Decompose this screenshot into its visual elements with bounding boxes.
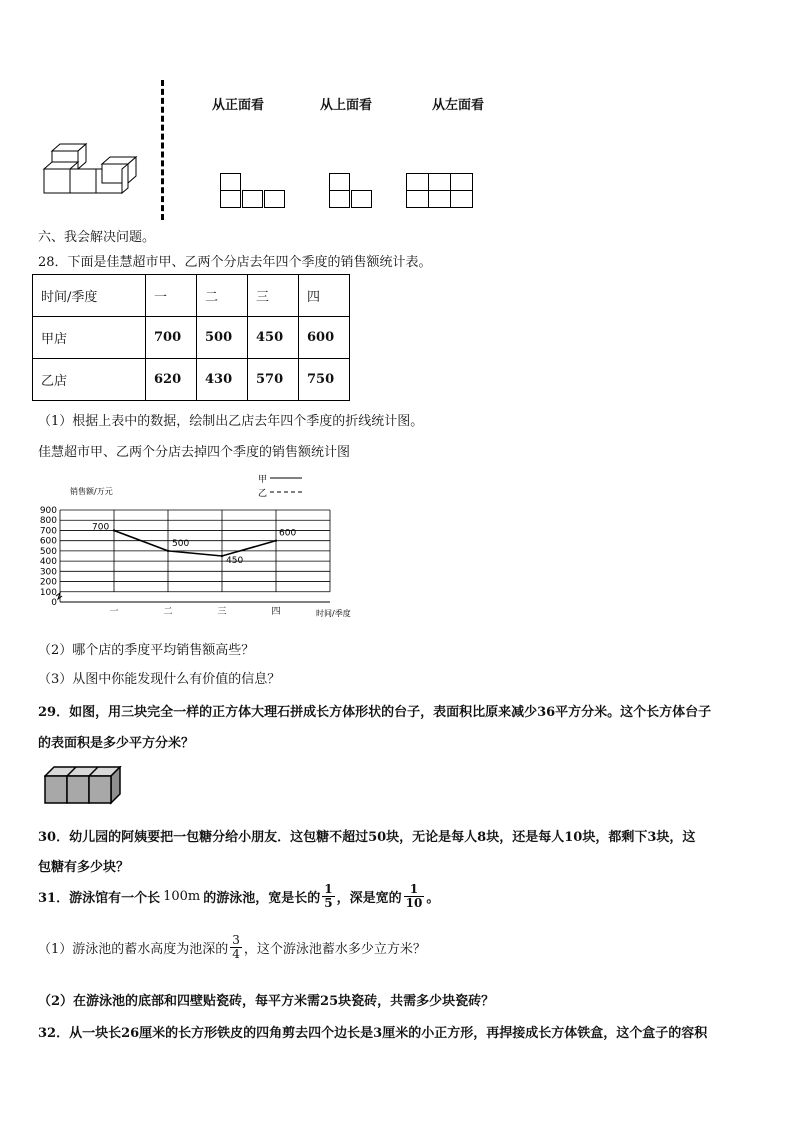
y-axis-label: 销售额/万元 bbox=[70, 487, 113, 496]
q31-length: 100m bbox=[163, 889, 201, 904]
x-tick-label: 三 bbox=[217, 607, 227, 617]
y-tick-label: 700 bbox=[39, 526, 57, 537]
x-tick-label: 四 bbox=[271, 607, 281, 617]
chart-title: 佳慧超市甲、乙两个分店去掉四个季度的销售额统计图 bbox=[38, 445, 351, 460]
table-cell: 450 bbox=[248, 317, 299, 359]
table-header-cell: 三 bbox=[248, 275, 299, 317]
fraction-numerator: 1 bbox=[404, 883, 425, 897]
table-header-cell: 二 bbox=[197, 275, 248, 317]
fraction-numerator: 3 bbox=[232, 933, 240, 947]
q31-mid1: 的游泳池，宽是长的 bbox=[203, 891, 321, 906]
table-cell: 570 bbox=[248, 359, 299, 401]
data-point bbox=[275, 539, 277, 541]
y-tick-label: 0 bbox=[51, 598, 57, 608]
table-header-cell: 时间/季度 bbox=[33, 275, 146, 317]
q32-line1: 32．从一块长26厘米的长方形铁皮的四角剪去四个边长是3厘米的小正方形，再捍接成长方体铁盒，这个盒子的容积 bbox=[38, 1026, 708, 1041]
x-tick-label: 一 bbox=[109, 607, 119, 617]
data-point bbox=[113, 529, 115, 531]
fraction-denominator: 5 bbox=[324, 896, 333, 910]
table-header-row bbox=[33, 275, 350, 317]
q28-sub1: （1）根据上表中的数据，绘制出乙店去年四个季度的折线统计图。 bbox=[38, 414, 424, 429]
legend-label: 甲 bbox=[258, 475, 268, 485]
fraction-denominator: 4 bbox=[232, 947, 240, 961]
q31-mid2: ，深是宽的 bbox=[336, 891, 402, 906]
left-view-label: 从左面看 bbox=[432, 98, 485, 113]
q28-sub3: （3）从图中你能发现什么有价值的信息？ bbox=[38, 672, 281, 687]
q31-sub1-pre: （1）游泳池的蓄水高度为池深的 bbox=[38, 942, 229, 957]
top-view-label: 从上面看 bbox=[320, 98, 373, 113]
q29-line2: 的表面积是多少平方分米？ bbox=[38, 736, 195, 751]
table-cell: 620 bbox=[146, 359, 197, 401]
table-row bbox=[33, 317, 350, 359]
table-cell: 600 bbox=[299, 317, 350, 359]
table-cell: 750 bbox=[299, 359, 350, 401]
table-cell: 甲店 bbox=[33, 317, 146, 359]
q31-sub2: （2）在游泳池的底部和四壁贴瓷砖，每平方米需25块瓷砖，共需多少块瓷砖？ bbox=[38, 994, 495, 1009]
y-tick-label: 400 bbox=[39, 557, 57, 568]
table-cell: 乙店 bbox=[33, 359, 146, 401]
table-row bbox=[33, 359, 350, 401]
q31-end: 。 bbox=[426, 891, 440, 906]
y-tick-label: 300 bbox=[39, 567, 57, 578]
legend-label: 乙 bbox=[258, 489, 268, 499]
y-tick-label: 900 bbox=[39, 506, 57, 516]
q29-line1: 29．如图，用三块完全一样的正方体大理石拼成长方体形状的台子，表面积比原来减少36平方分米。这个长方体台子 bbox=[38, 705, 712, 720]
y-tick-label: 100 bbox=[39, 587, 57, 598]
fraction-denominator: 10 bbox=[405, 896, 423, 910]
data-point bbox=[221, 555, 223, 557]
fraction-one-fifth bbox=[322, 883, 334, 910]
y-tick-label: 500 bbox=[39, 546, 57, 557]
q31-stem bbox=[38, 883, 439, 910]
cube-stack-figure bbox=[40, 138, 142, 196]
table-header-cell: 一 bbox=[146, 275, 197, 317]
series-line bbox=[114, 530, 276, 556]
sales-table bbox=[32, 274, 350, 401]
q30-line1: 30．幼儿园的阿姨要把一包糖分给小朋友．这包糖不超过50块，无论是每人8块，还是每人10块，都剩下3块，这 bbox=[38, 830, 696, 845]
y-tick-label: 200 bbox=[39, 577, 57, 588]
data-label: 600 bbox=[279, 528, 297, 539]
y-tick-label: 800 bbox=[39, 516, 57, 527]
data-point bbox=[167, 550, 169, 552]
table-cell: 430 bbox=[197, 359, 248, 401]
dashed-separator bbox=[161, 80, 164, 220]
data-label: 500 bbox=[172, 538, 190, 549]
table-header-cell: 四 bbox=[299, 275, 350, 317]
data-label: 700 bbox=[92, 522, 110, 533]
fraction-one-tenth bbox=[404, 883, 425, 910]
q30-line2: 包糖有多少块？ bbox=[38, 860, 130, 875]
x-axis-label: 时间/季度 bbox=[316, 609, 351, 618]
fraction-numerator: 1 bbox=[324, 882, 333, 896]
q31-pre: 31．游泳馆有一个长 bbox=[38, 891, 161, 906]
table-cell: 700 bbox=[146, 317, 197, 359]
line-chart bbox=[30, 466, 370, 626]
front-view-label: 从正面看 bbox=[212, 98, 265, 113]
q28-stem: 28．下面是佳慧超市甲、乙两个分店去年四个季度的销售额统计表。 bbox=[38, 255, 432, 270]
q31-sub1-post: ，这个游泳池蓄水多少立方米？ bbox=[243, 942, 426, 957]
q31-sub1 bbox=[38, 934, 426, 961]
fraction-three-quarters bbox=[230, 934, 242, 961]
table-cell: 500 bbox=[197, 317, 248, 359]
y-tick-label: 600 bbox=[39, 536, 57, 547]
data-label: 450 bbox=[226, 556, 244, 566]
x-tick-label: 二 bbox=[163, 607, 173, 617]
section-heading: 六、我会解决问题。 bbox=[38, 230, 156, 245]
q28-sub2: （2）哪个店的季度平均销售额高些？ bbox=[38, 643, 255, 658]
marble-blocks-figure bbox=[44, 766, 132, 806]
